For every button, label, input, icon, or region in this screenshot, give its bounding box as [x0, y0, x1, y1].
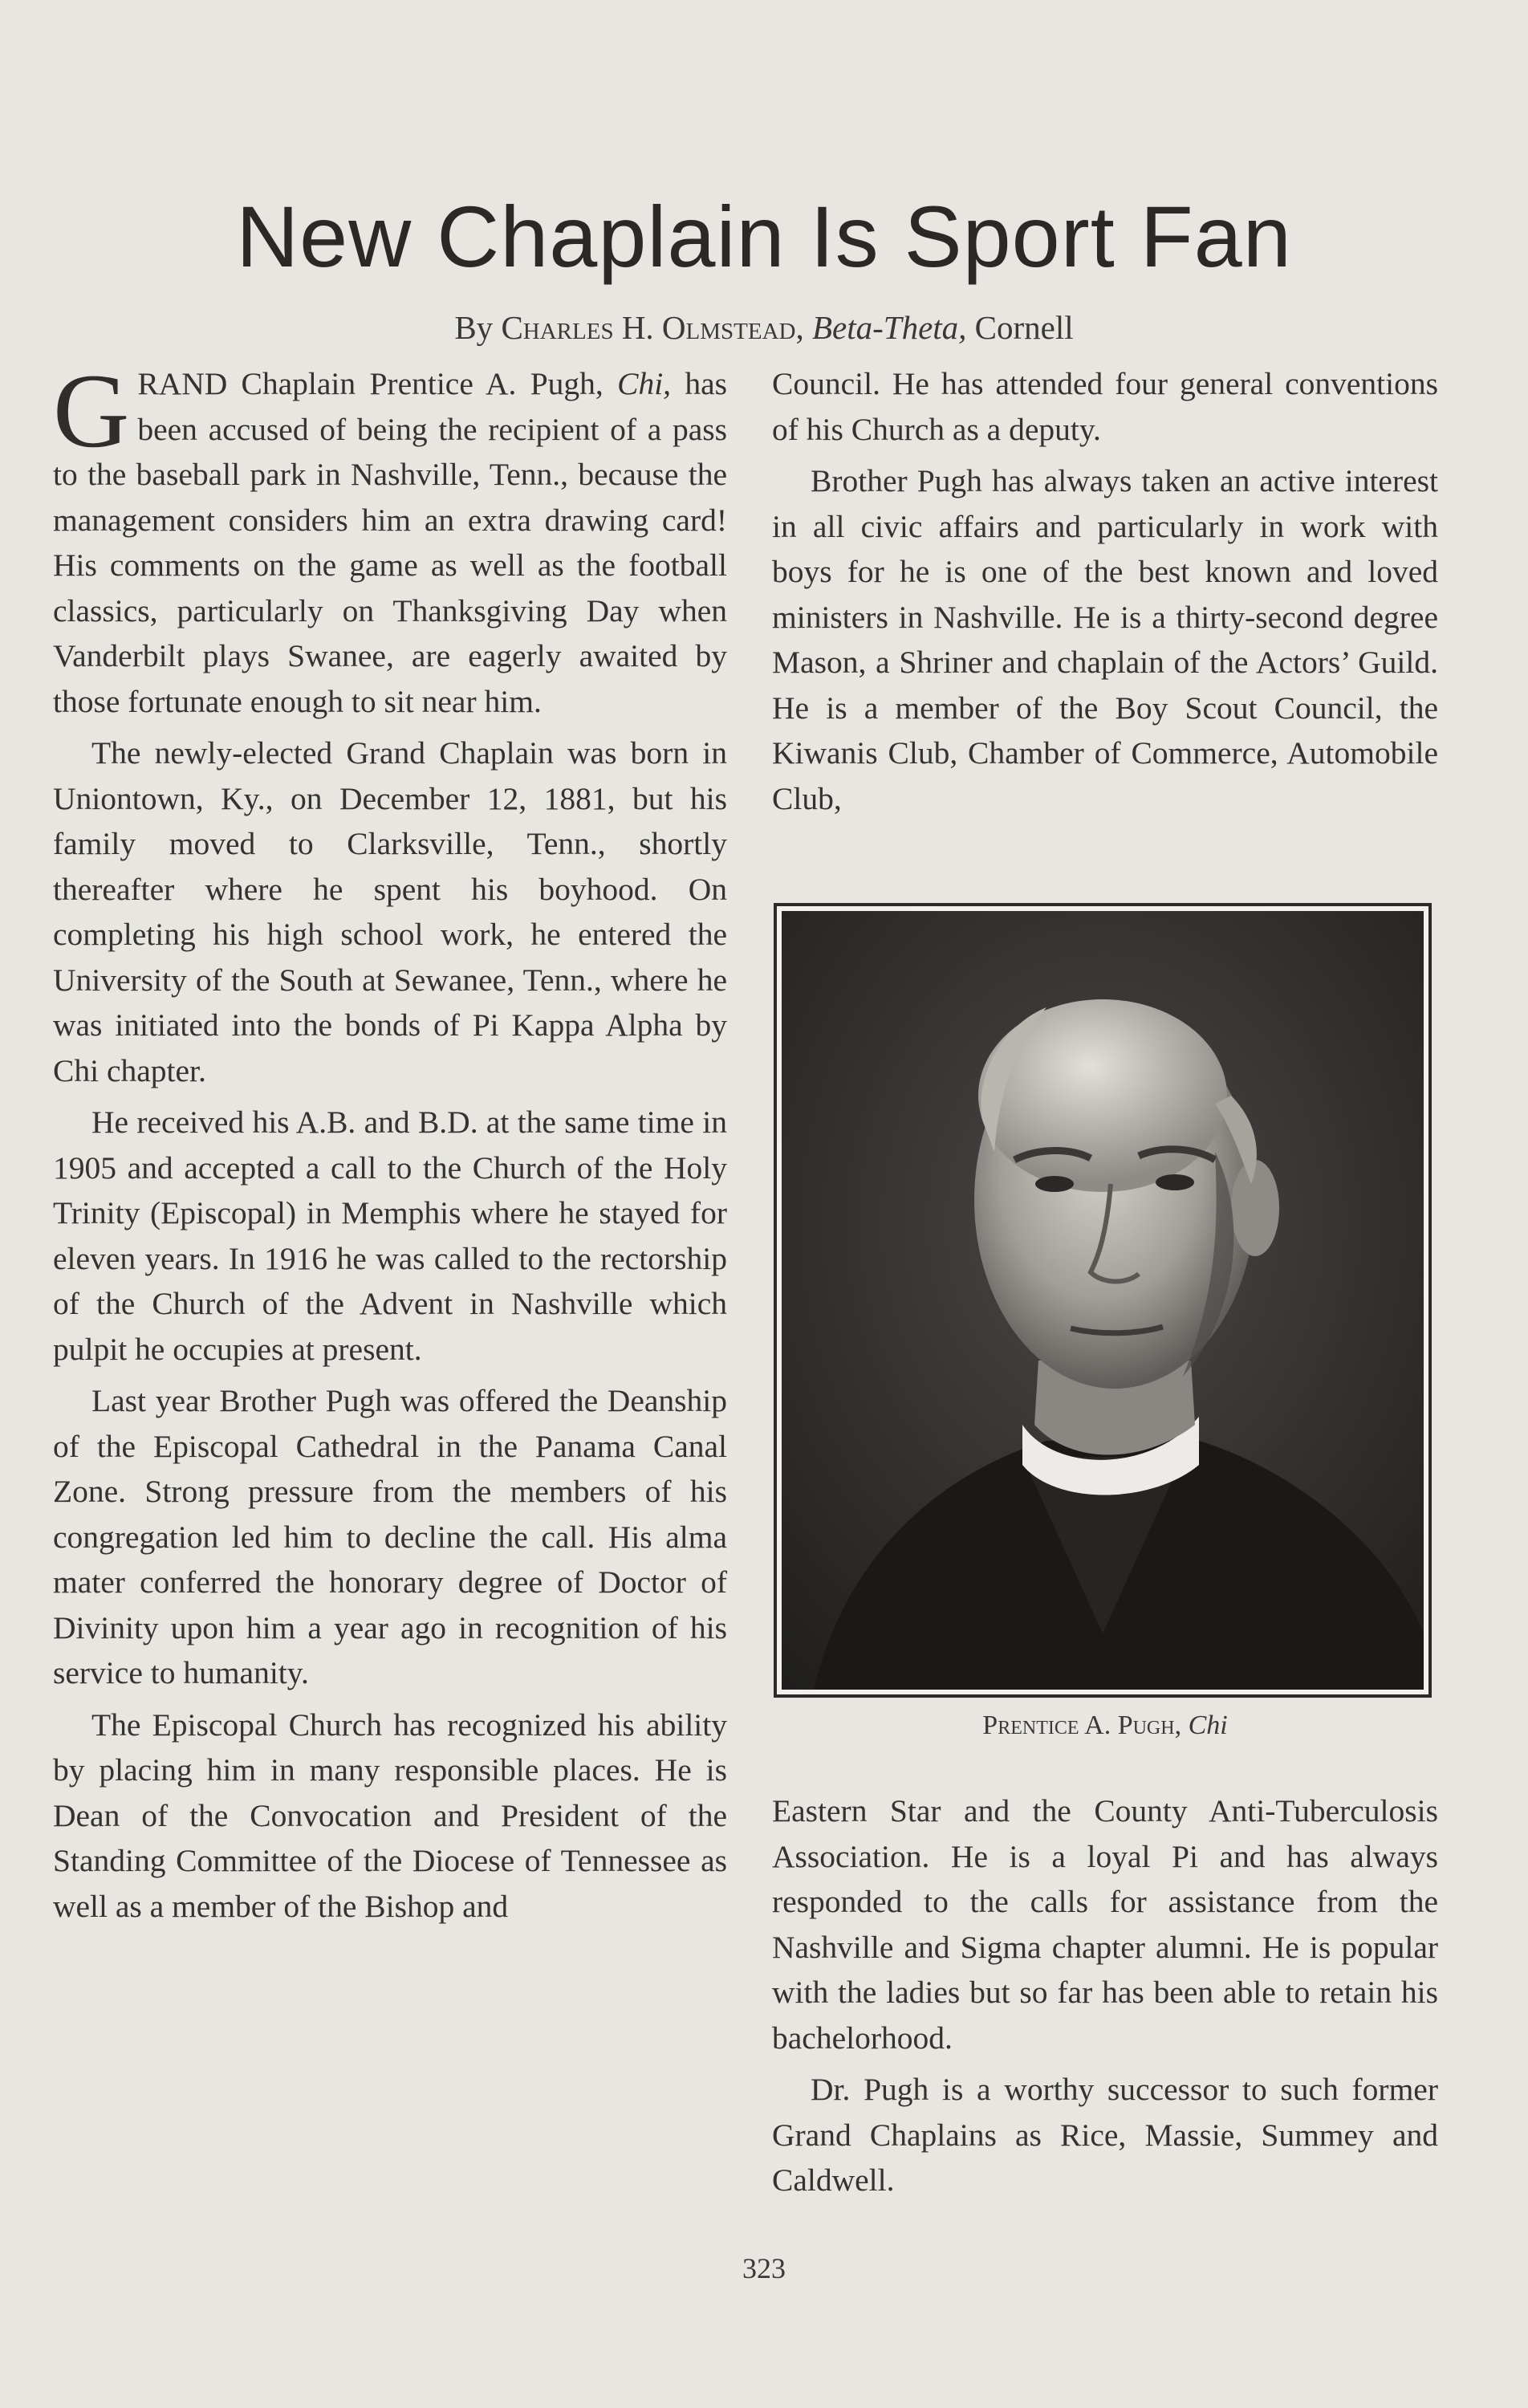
byline-prefix: By	[454, 309, 494, 346]
lead-text: RAND Chaplain Prentice A. Pugh,	[137, 366, 618, 401]
paragraph: The newly-elected Grand Chaplain was born in Uniontown, Ky., on December 12, 1881, but his family moved to Clarksville, Tenn., shortly thereafter where he spent his boyhood. On completing his high school work, he entered the University of the South at Sewanee, Tenn., where he was initiated into the bonds of Pi Kappa Alpha by Chi chapter.	[53, 735, 727, 1088]
caption-chapter: Chi	[1188, 1710, 1228, 1740]
paragraph-text: has been accused of being the recipient of a pass to the baseball park in Nashville, Tenn., because the management considers him an extra drawing card! His comments on the game as well as the football classics, particularly on Thanksgiving Day when Vanderbilt plays Swanee, are eagerly awaited by those fortunate enough to sit near him.	[53, 366, 728, 719]
byline-chapter: Beta-Theta,	[811, 309, 967, 346]
paragraph: Last year Brother Pugh was offered the Deanship of the Episcopal Cathedral in the Panama Canal Zone. Strong pressure from the members of his congregation led him to decline the call. His alma mater conferred the honorary degree of Doctor of Divinity upon him a year ago in recognition of his service to humanity.	[53, 1383, 727, 1690]
left-column	[53, 352, 728, 1935]
article-title: New Chaplain Is Sport Fan	[236, 188, 1292, 285]
paragraph: Brother Pugh has always taken an active interest in all civic affairs and particularly in work with boys for he is one of the best known and loved ministers in Nashville. He is a thirty-second degree Mason, a Shriner and chaplain of the Actors’ Guild. He is a member of the Boy Scout Council, the Kiwanis Club, Chamber of Commerce, Automobile Club,	[772, 463, 1438, 816]
drop-cap: G	[53, 352, 130, 470]
paragraph: Dr. Pugh is a worthy successor to such former Grand Chaplains as Rice, Massie, Summey and Caldwell.	[772, 2072, 1438, 2198]
byline-school: Cornell	[974, 309, 1074, 346]
paragraph: The Episcopal Church has recognized his ability by placing him in many responsible places. He is Dean of the Convocation and President of the Standing Committee of the Diocese of Tennessee as well as a member of the Bishop and	[53, 1706, 727, 1924]
portrait-image	[782, 911, 1424, 1690]
paragraph: Eastern Star and the County Anti-Tuberculosis Association. He is a loyal Pi and has always responded to the calls for assistance from the Nashville and Sigma chapter alumni. He is popular with the ladies but so far has been able to retain his bachelorhood.	[772, 1793, 1438, 2056]
right-column-bottom	[772, 1788, 1438, 2210]
right-column-top	[772, 361, 1438, 828]
byline-author: Charles H. Olmstead,	[501, 309, 804, 346]
caption-name: Prentice A. Pugh,	[982, 1710, 1182, 1740]
article-byline	[0, 303, 1528, 352]
page-number: 323	[742, 2252, 786, 2284]
lead-chapter: Chi,	[617, 366, 672, 401]
photo-caption	[772, 1708, 1438, 1743]
paragraph: He received his A.B. and B.D. at the same time in 1905 and accepted a call to the Church of the Holy Trinity (Episcopal) in Memphis where he stayed for eleven years. In 1916 he was called to the rectorship of the Church of the Advent in Nashville which pulpit he occupies at present.	[53, 1104, 727, 1367]
paragraph	[53, 352, 728, 724]
paragraph: Council. He has attended four general conventions of his Church as a deputy.	[772, 366, 1438, 447]
portrait-photo	[774, 903, 1432, 1698]
